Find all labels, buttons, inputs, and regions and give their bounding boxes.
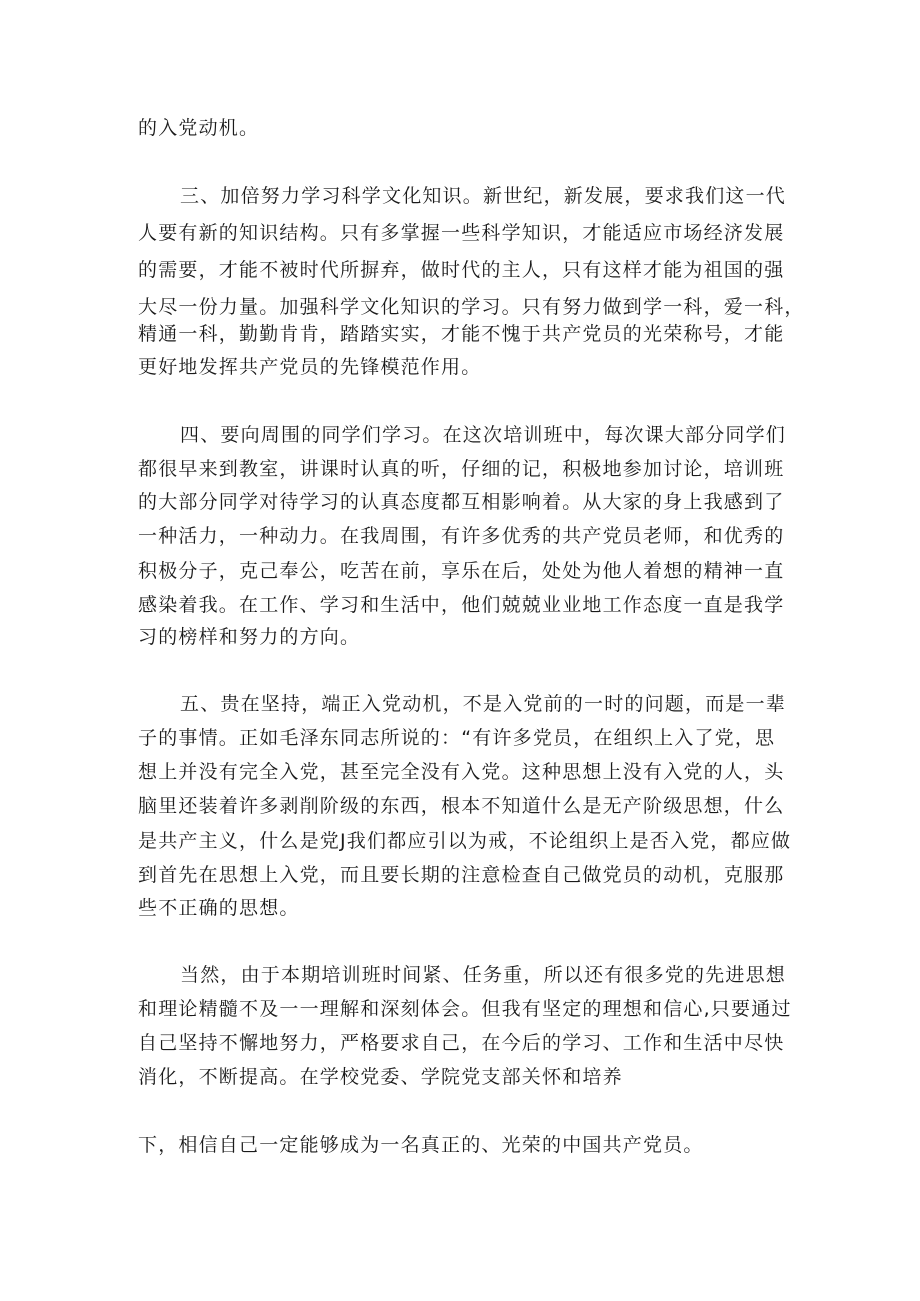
paragraph-5-line: 到首先在思想上入党，而且要长期的注意检查自己做党员的动机，克服那	[138, 864, 785, 886]
paragraph-5-line: 想上并没有完全入党，甚至完全没有入党。这种思想上没有入党的人，头	[138, 761, 785, 783]
paragraph-3-line: 人要有新的知识结构。只有多掌握一些科学知识，才能适应市场经济发展	[138, 222, 785, 244]
paragraph-6-line: 消化，不断提高。在学校党委、学院党支部关怀和培养	[138, 1066, 623, 1088]
paragraph-3-line: 大尽一份力量。加强科学文化知识的学习。只有努力做到学一科，爱一科，	[138, 296, 805, 318]
paragraph-5-line: 是共产主义，什么是党J我们都应引以为戒，不论组织上是否入党，都应做	[138, 830, 792, 852]
paragraph-5-line: 五、贵在坚持，端正入党动机，不是入党前的一时的问题，而是一辈	[180, 693, 787, 715]
paragraph-4-line: 一种活力，一种动力。在我周围，有许多优秀的共产党员老师，和优秀的	[138, 525, 785, 547]
paragraph-6-line: 和理论精髓不及一一理解和深刻体会。但我有坚定的理想和信心,只要通过	[138, 998, 792, 1020]
paragraph-4-line: 四、要向周围的同学们学习。在这次培训班中，每次课大部分同学们	[180, 424, 787, 446]
paragraph-4-line: 都很早来到教室，讲课时认真的听，仔细的记，积极地参加讨论，培训班	[138, 458, 785, 480]
paragraph-3-line: 精通一科，勤勤肯肯，踏踏实实，才能不愧于共产党员的光荣称号，才能	[138, 323, 785, 345]
paragraph-4-line: 感染着我。在工作、学习和生活中，他们兢兢业业地工作态度一直是我学	[138, 594, 785, 616]
paragraph-4-line: 的大部分同学对待学习的认真态度都互相影响着。从大家的身上我感到了	[138, 491, 785, 513]
paragraph-5-line: 子的事情。正如毛泽东同志所说的：“有许多党员，在组织上入了党，思	[138, 727, 776, 749]
paragraph-3-line: 更好地发挥共产党员的先锋模范作用。	[138, 356, 482, 378]
paragraph-3-line: 的需要，才能不被时代所摒弃，做时代的主人，只有这样才能为祖国的强	[138, 259, 785, 281]
paragraph-4-line: 习的榜样和努力的方向。	[138, 626, 361, 648]
text-line: 的入党动机。	[138, 117, 260, 139]
paragraph-4-line: 积极分子，克己奉公，吃苦在前，享乐在后，处处为他人着想的精神一直	[138, 560, 785, 582]
paragraph-5-line: 脑里还装着许多剥削阶级的东西，根本不知道什么是无产阶级思想，什么	[138, 795, 785, 817]
paragraph-6-line: 自己坚持不懈地努力，严格要求自己，在今后的学习、工作和生活中尽快	[138, 1032, 785, 1054]
paragraph-5-line: 些不正确的思想。	[138, 897, 300, 919]
paragraph-3-line: 三、加倍努力学习科学文化知识。新世纪，新发展，要求我们这一代	[180, 185, 787, 207]
paragraph-6-line: 当然，由于本期培训班时间紧、任务重，所以还有很多党的先进思想	[180, 964, 787, 986]
closing-line: 下，相信自己一定能够成为一名真正的、光荣的中国共产党员。	[138, 1134, 704, 1156]
